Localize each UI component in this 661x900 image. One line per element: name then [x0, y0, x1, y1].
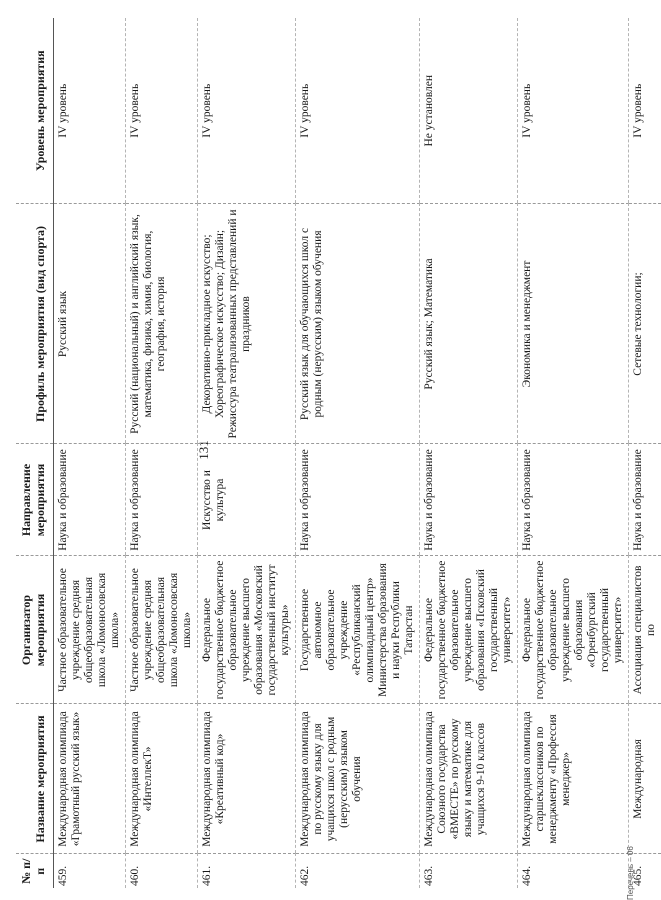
table-row — [420, 18, 518, 888]
header-profile: Профиль мероприятия (вид спорта) — [16, 204, 54, 444]
header-level: Уровень мероприятия — [16, 18, 54, 204]
footer-note: Перечень – 06 — [626, 846, 635, 900]
table-row — [126, 18, 198, 888]
row-num: 459. — [54, 854, 126, 888]
table-header-row — [16, 18, 54, 888]
row-num: 463. — [420, 854, 518, 888]
row-num: 464. — [518, 854, 629, 888]
row-organizer: Частное образовательное учреждение средняя общеобразовательная школа «Ломоносовская школа» — [126, 556, 198, 704]
row-profile: Русский (национальный) и английский язык, математика, физика, химия, биология, география, история — [126, 204, 198, 444]
row-level: IV уровень — [126, 18, 198, 204]
row-name: Международная олимпиада по русскому языку для учащихся школ с родным (нерусским) языком обучения — [296, 704, 420, 854]
table-row — [296, 18, 420, 888]
table-row — [54, 18, 126, 888]
header-organizer: Организатор мероприятия — [16, 556, 54, 704]
row-direction: Наука и образование — [296, 444, 420, 556]
row-direction: Наука и образование — [420, 444, 518, 556]
table-row — [518, 18, 629, 888]
row-profile: Русский язык; Математика — [420, 204, 518, 444]
events-table — [16, 18, 661, 888]
header-name: Название мероприятия — [16, 704, 54, 854]
row-direction: Наука и образование — [126, 444, 198, 556]
row-profile: Сетевые технологии; — [629, 204, 661, 444]
row-organizer: Частное образовательное учреждение средняя общеобразовательная школа «Ломоносовская школа» — [54, 556, 126, 704]
row-num: 462. — [296, 854, 420, 888]
row-name: Международная олимпиада Союзного государства «ВМЕСТЕ» по русскому языку и математике для учащихся 9-10 классов — [420, 704, 518, 854]
row-direction: Наука и образование — [54, 444, 126, 556]
row-level: IV уровень — [54, 18, 126, 204]
row-level: IV уровень — [632, 83, 644, 138]
row-num: 465. — [629, 854, 661, 888]
row-organizer: Федеральное государственное бюджетное образовательное учреждение высшего образования «Оренбургский государственный университет» — [518, 556, 629, 704]
row-num: 461. — [198, 854, 296, 888]
row-profile: Русский язык — [54, 204, 126, 444]
row-organizer: Федеральное государственное бюджетное образовательное учреждение высшего образования «Псковский государственный университет» — [420, 556, 518, 704]
row-level: IV уровень — [296, 18, 420, 204]
header-num: № п/п — [16, 854, 54, 888]
row-name: Международная олимпиада «Грамотный русский язык» — [54, 704, 126, 854]
row-direction: Наука и образование — [518, 444, 629, 556]
row-organizer: Федеральное государственное бюджетное образовательное учреждение высшего образования «Московский государственный институт культуры» — [198, 556, 296, 704]
table-row — [198, 18, 296, 888]
row-direction: Искусство и культура — [198, 444, 296, 556]
row-organizer: Ассоциация специалистов по — [629, 556, 661, 704]
row-name: Международная олимпиада «ИнтеллекТ» — [126, 704, 198, 854]
row-level: IV уровень — [518, 18, 629, 204]
row-profile: Экономика и менеджмент — [518, 204, 629, 444]
row-name: Международная — [629, 704, 661, 854]
table-row — [629, 18, 661, 888]
row-level: Не установлен — [420, 18, 518, 204]
header-direction: Направление мероприятия — [16, 444, 54, 556]
row-level: IV уровень — [198, 18, 296, 204]
row-num: 460. — [126, 854, 198, 888]
row-profile: Декоративно-прикладное искусство; Хореографическое искусство; Дизайн; Режиссура театрализованных представлений и праздников — [198, 204, 296, 444]
row-name: Международная олимпиада «Креативный код» — [198, 704, 296, 854]
row-organizer: Государственное автономное образовательное учреждение «Республиканский олимпиадный центр» Министерства образования и науки Республики Татарстан — [296, 556, 420, 704]
row-direction: Наука и образование — [629, 444, 661, 556]
row-name: Международная олимпиада старшеклассников по менеджменту «Профессия менеджер» — [518, 704, 629, 854]
row-profile: Русский язык для обучающихся школ с родным (нерусским) языком обучения — [296, 204, 420, 444]
page-number: 131 — [196, 440, 211, 460]
